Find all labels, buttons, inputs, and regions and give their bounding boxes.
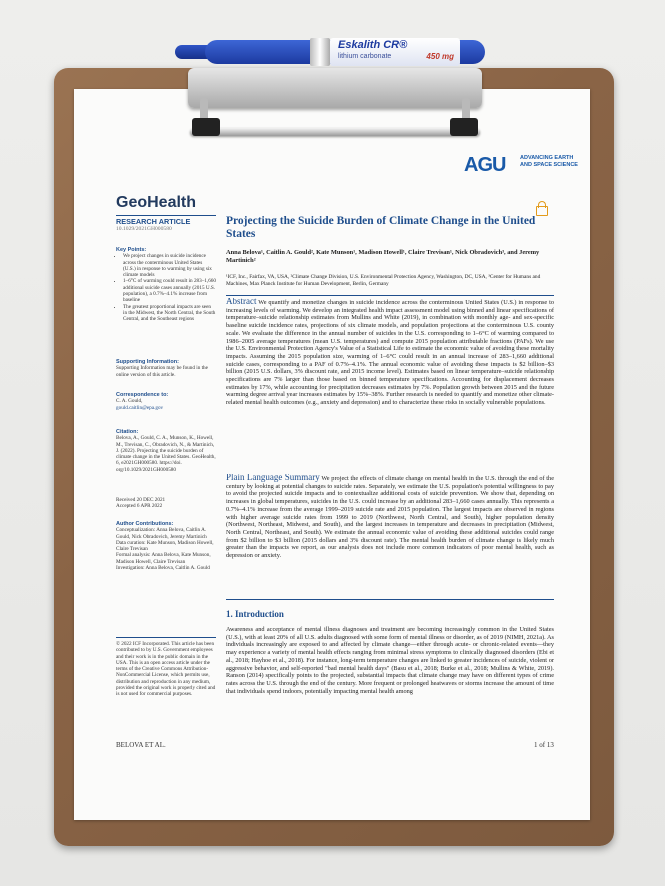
pen-clip-band	[310, 38, 330, 66]
supporting-info	[116, 359, 216, 378]
correspondence-email[interactable]: gould.caitlin@epa.gov	[116, 404, 164, 411]
correspondence	[116, 392, 216, 411]
abstract-rule	[226, 295, 554, 296]
supporting-heading: Supporting Information:	[116, 359, 179, 365]
journal-name: GeoHealth	[116, 194, 197, 211]
plain-text: We project the effects of climate change on mental health in the U.S. through the end of the century by looking at potential changes to suicide rates. Separately, we estimate the U.S. population's potential willingness to pay to avoid the projected suicide impacts and to contextualize additional costs of suicide prevention. We show that, depending on increases in global temperatures, suicides in the U.S. could increase by an additional 283–1,660 cases annually. This represents a 0.7%–4.1% increase from the average 1999–2019 suicide rate and 2015 population. The largest impacts are observed in regions with higher average suicide rates from 1999 to 2019 (Northwest, North Central, and South), higher population density (Northwest, Northeast, Midwest, and South), and the largest increases in temperature and decreases in precipitation (Midwest, North Central, Northeast, and South). We estimate the annual economic value of avoiding these additional suicides could range from $2 billion to $3 billion (2015 dollars and 3% discount rate). The mental health burden of climate change is likely much greater than the impacts we report, as our analysis does not include more common indicators of poor mental health, such as depression or anxiety.	[226, 475, 554, 560]
pen	[175, 34, 495, 70]
running-footer: BELOVA ET AL.	[116, 741, 166, 749]
contribution-line: Conceptualization: Anna Belova, Caitlin A. Gould, Nick Obradovich, Jeremy Martinich	[116, 527, 207, 540]
citation	[116, 429, 216, 473]
dates	[116, 497, 216, 510]
correspondence-heading: Correspondence to:	[116, 392, 169, 398]
contribution-line: Investigation: Anna Belova, Caitlin A. Gould	[116, 565, 210, 572]
abstract-heading: Abstract	[226, 298, 257, 306]
clip-plate	[188, 68, 482, 108]
plain-language-summary	[226, 474, 554, 596]
key-point: • We project changes in suicide incidence across the conterminous United States (U.S.) in response to warming by using six climate models	[123, 253, 216, 278]
clip-foot-right	[450, 118, 478, 136]
introduction	[226, 626, 554, 732]
article-title: Projecting the Suicide Burden of Climate Change in the United States	[226, 215, 536, 240]
affiliations: ¹ICF, Inc., Fairfax, VA, USA, ²Climate Change Division, U.S. Environmental Protection Agency, Washington, DC, USA, ³Center for Humans and Machines, Max Planck Institute for Human Development, Berlin, Germany	[226, 274, 541, 287]
key-point: • 1–6°C of warming could result in 283–1,660 additional suicide cases annually (2015 U.S. population), a 0.7%–4.1% increase from baseline	[123, 278, 216, 303]
license	[116, 641, 216, 698]
pen-label	[330, 38, 460, 66]
contribution-line: Data curation: Kate Munson, Madison Howell, Claire Trevisan	[116, 539, 214, 553]
intro-heading: 1. Introduction	[226, 609, 284, 619]
abstract-text: We quantify and monetize changes in suicide incidence across the conterminous United States (U.S.) in response to increasing levels of warming. We develop an integrated health impact assessment model using binned and linear specifications of temperature–suicide relationship estimates from Mullins and White (2019), in combination with monthly age- and sex-specific baseline suicide incidence rates, projections of six climate models, and population projections at the conterminous U.S. county scale. We evaluate the difference in the annual number of suicides in the U.S. corresponding to 1–6°C of warming compared to 1986–2005 average temperatures (mean U.S. temperatures) and compute 2015 population attributable fractions (PAFs). We use the U.S. Environmental Protection Agency's Value of a Statistical Life to estimate the economic value of avoiding these mortality impacts. Assuming the 2015 population size, warming of 1–6°C could result in an annual increase of 283–1,660 additional suicide cases, corresponding to a PAF of 0.7%–4.1%. The annual economic value of avoiding these impacts is $2 billion–$3 billion (2015 U.S. dollars, 3% discount rate, and 2015 income level). Estimates based on linear temperature–suicide relationship specifications are 7% larger than those based on binned temperature specifications. Accounting for displacement decreases estimates by 17%, while accounting for precipitation decreases estimates by 7%. Population growth between 2015 and the future warming degree arrival year increases estimates by 15%–38%. Further research is needed to quantify and monetize other climate-related mental health outcomes (e.g., anxiety and depression) and to characterize these risks in socially vulnerable populations.	[226, 299, 554, 407]
contributions-heading: Author Contributions:	[116, 521, 174, 527]
pen-dose: 450 mg	[426, 52, 454, 61]
license-rule	[116, 637, 216, 638]
intro-text: Awareness and acceptance of mental illness diagnoses and treatment are becoming increasingly common in the United States (U.S.), with at least 20% of all U.S. adults diagnosed with some form of mental illness or disorder, as of 2019 (NIMH, 2021a). As individuals increasingly are exposed to and affected by climate change—either through acute- or chronic-related events—they may experience a variety of mental health effects ranging from minimal stress symptoms to clinically diagnosed disorders (Ebi et al., 2018; Hayhoe et al., 2018). For instance, long-term temperature changes are linked to greater incidences of suicide, violent or aggressive behavior, and self-reported "bad mental health days" (Basu et al., 2018; Burke et al., 2018; Mullins & White, 2019). Ranson (2014) specifically points to the projected, substantial impacts that climate change may have on different types of crime rates across the U.S. through the end of the century. More frequent or prolonged heatwaves or storms increase the amount of time that individuals spend indoors, potentially impacting mental health among	[226, 626, 554, 695]
clip-bar	[190, 128, 480, 136]
clip-foot-left	[192, 118, 220, 136]
pen-brand: Eskalith CR®	[338, 39, 408, 51]
key-point: • The greatest proportional impacts are seen in the Midwest, the North Central, the South Central, and the Southeast regions	[123, 304, 216, 323]
sidebar-rule	[116, 215, 216, 216]
citation-heading: Citation:	[116, 429, 139, 435]
author-contributions	[116, 521, 216, 571]
agu-logo-mark: AGU	[464, 154, 506, 176]
key-points	[116, 247, 216, 323]
accepted-date: Accepted 6 APR 2022	[116, 503, 163, 510]
pen-subtitle: lithium carbonate	[338, 53, 392, 60]
summary-rule	[226, 599, 554, 600]
correspondence-name: C. A. Gould,	[116, 398, 143, 405]
doi: 10.1029/2021GH000580	[116, 226, 172, 233]
abstract	[226, 298, 554, 473]
supporting-text: Supporting Information may be found in the online version of this article.	[116, 365, 208, 378]
page-number: 1 of 13	[534, 741, 554, 749]
author-list: Anna Belova¹, Caitlin A. Gould², Kate Munson¹, Madison Howell¹, Claire Trevisan¹, Nick Obradovich³, and Jeremy Martinich²	[226, 249, 540, 264]
contribution-line: Formal analysis: Anna Belova, Kate Munson, Madison Howell, Claire Trevisan	[116, 552, 211, 565]
license-text: © 2022 ICF Incorporated. This article has been contributed to by U.S. Government employees and their work is in the public domain in the USA. This is an open access article under the terms of the Creative Commons Attribution-NonCommercial License, which permits use, distribution and reproduction in any medium, provided the original work is properly cited and is not used for commercial purposes.	[116, 641, 216, 698]
received-date: Received 20 DEC 2021	[116, 497, 166, 503]
agu-logo-subtitle: ADVANCING EARTH AND SPACE SCIENCE	[520, 155, 578, 168]
clipboard-clip	[170, 58, 500, 148]
key-points-heading: Key Points:	[116, 247, 147, 253]
sidebar-header	[116, 219, 216, 233]
citation-text: Belova, A., Gould, C. A., Munson, K., Howell, M., Trevisan, C., Obradovich, N., & Martinich, J. (2022). Projecting the suicide burden of climate change in the United States. GeoHealth, 6, e2021GH000580. https://doi. org/10.1029/2021GH000580	[116, 435, 216, 473]
article-type: RESEARCH ARTICLE	[116, 217, 191, 226]
paper-sheet	[74, 89, 590, 820]
plain-heading: Plain Language Summary	[226, 474, 320, 482]
